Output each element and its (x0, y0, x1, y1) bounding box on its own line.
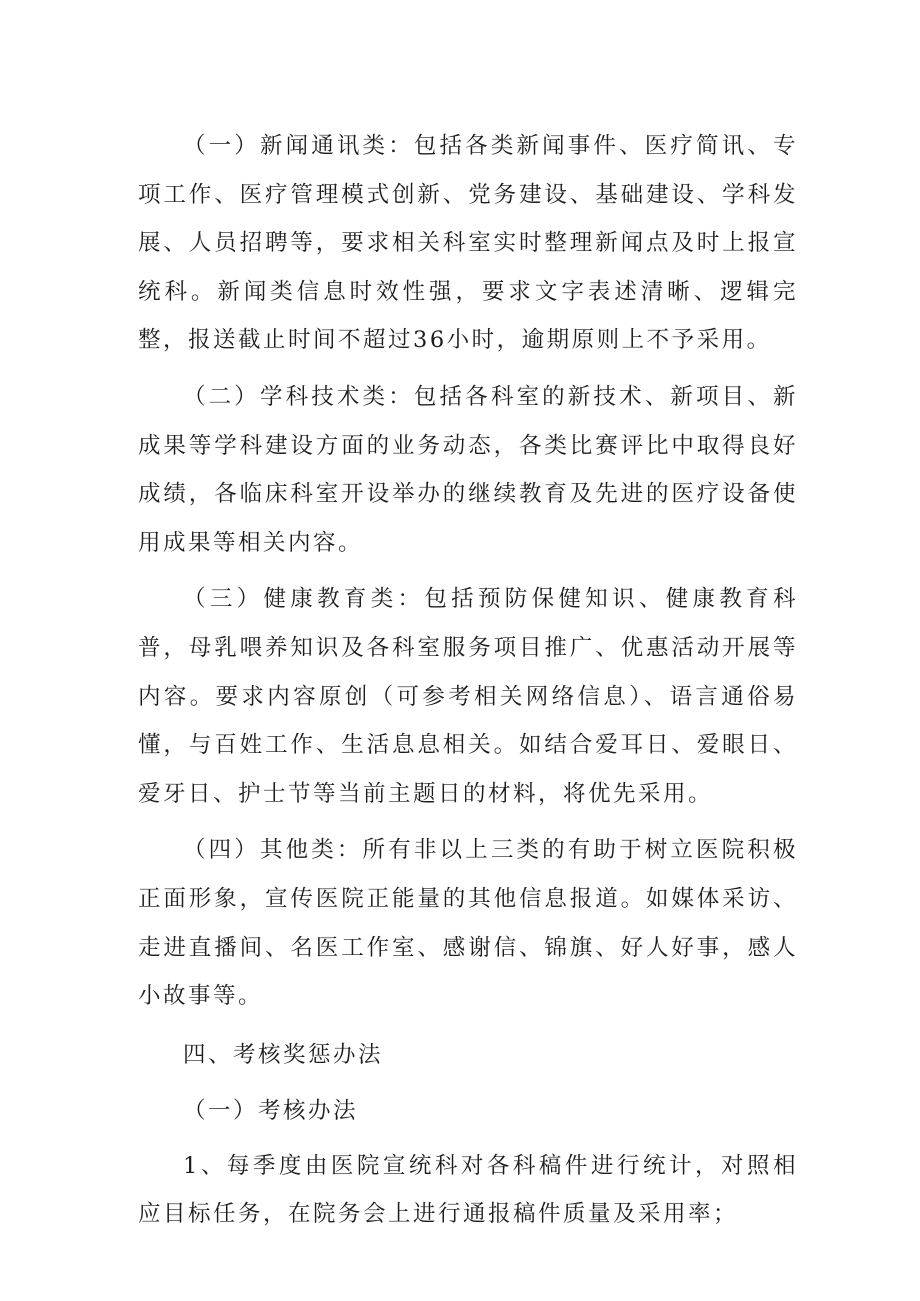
paragraph-health-education: （三）健康教育类：包括预防保健知识、健康教育科普，母乳喂养知识及各科室服务项目推广、优惠活动开展等内容。要求内容原创（可参考相关网络信息）、语言通俗易懂，与百姓工作、生活息息相关。如结合爱耳日、爱眼日、爱牙日、护士节等当前主题日的材料，将优先采用。 (138, 586, 798, 807)
list-item: 1、每季度由医院宣统科对各科稿件进行统计，对照相应目标任务，在院务会上进行通报稿件质量及采用率； (138, 1152, 798, 1228)
subsection-heading: （一）考核办法 (183, 1098, 359, 1125)
section-heading: 四、考核奖惩办法 (183, 1041, 384, 1068)
paragraph-academic: （二）学科技术类：包括各科室的新技术、新项目、新成果等学科建设方面的业务动态，各类比赛评比中取得良好成绩，各临床科室开设举办的继续教育及先进的医疗设备使用成果等相关内容。 (138, 383, 798, 556)
document-body (138, 122, 798, 1239)
paragraph-news: （一）新闻通讯类：包括各类新闻事件、医疗简讯、专项工作、医疗管理模式创新、党务建设、基础建设、学科发展、人员招聘等，要求相关科室实时整理新闻点及时上报宣统科。新闻类信息时效性强，要求文字表述清晰、逻辑完整，报送截止时间不超过36小时，逾期原则上不予采用。 (138, 133, 798, 354)
paragraph-other: （四）其他类：所有非以上三类的有助于树立医院积极正面形象，宣传医院正能量的其他信息报道。如媒体采访、走进直播间、名医工作室、感谢信、锦旗、好人好事，感人小故事等。 (138, 837, 798, 1010)
